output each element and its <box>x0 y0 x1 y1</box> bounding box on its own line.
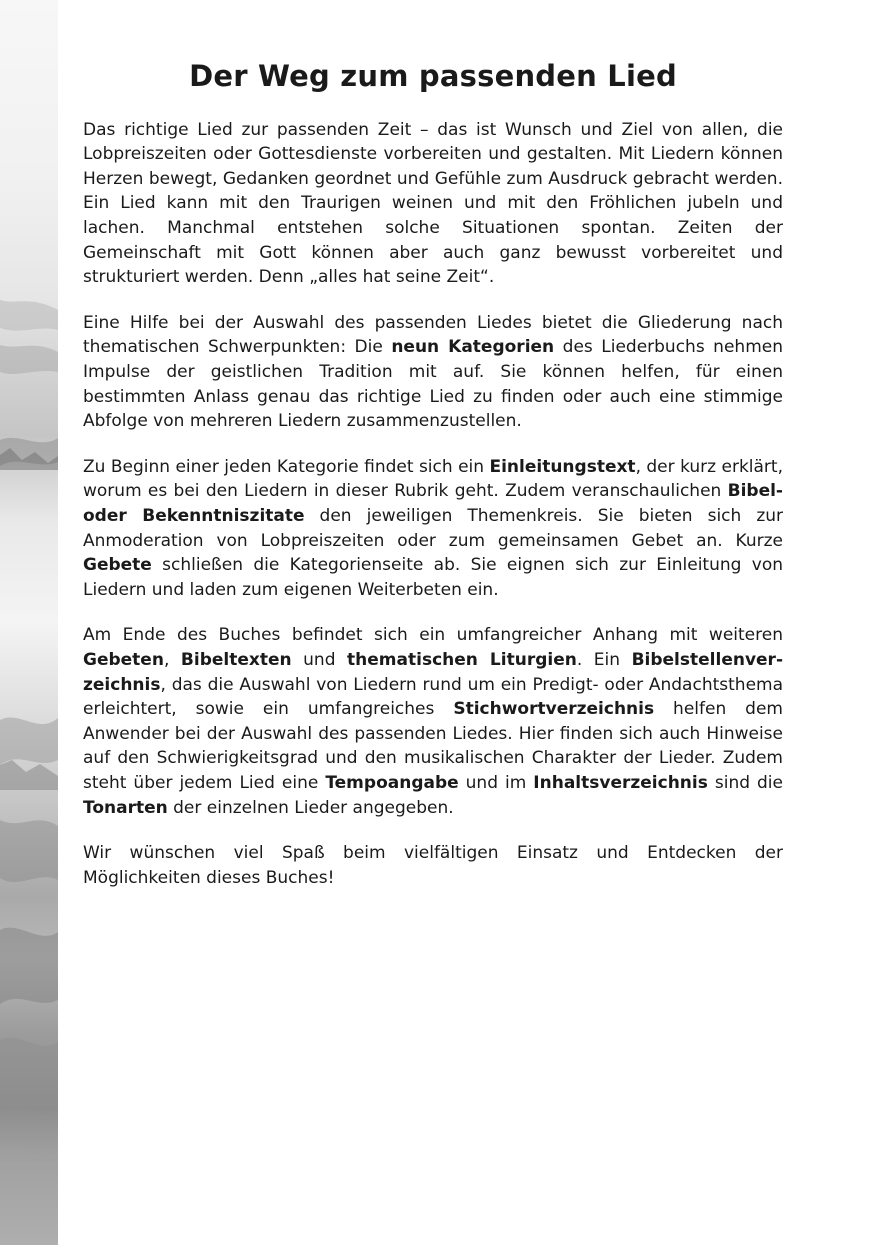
bold-term: thematischen Liturgien <box>347 649 577 670</box>
text-segment: des Liederbuchs nehmen Impulse der geistlichen Tradition mit auf. Sie können helfen, für einen bestimmten Anlass genau das richtige Lied zu finden oder auch eine stimmige Abfolge von mehreren Liedern zusammenzustellen. <box>83 337 783 432</box>
bold-term: Bibeltexten <box>180 649 292 670</box>
text-segment: , <box>163 649 181 670</box>
text-segment: schließen die Kategorienseite ab. Sie eignen sich zur Einleitung von Liedern und laden zum eigenen Weiterbeten ein. <box>83 555 783 600</box>
text-segment: , das die Auswahl von Liedern rund um ein Predigt- oder Andachtsthema erleichtert, sowie ein umfangreiches <box>83 674 783 720</box>
text-segment: , der kurz erklärt, worum es bei den Liedern in dieser Rubrik geht. Zudem veranschaulichen <box>83 456 783 502</box>
paragraph-appendix <box>83 623 783 820</box>
text-segment: den jeweiligen Themenkreis. Sie bieten sich zur Anmoderation von Lobpreiszeiten oder zum gemeinsamen Gebet an. Kurze <box>83 506 784 551</box>
text-segment: Eine Hilfe bei der Auswahl des passenden Liedes bietet die Gliederung nach thematischen Schwerpunkten: Die <box>83 312 783 358</box>
text-segment: der einzelnen Lieder angegeben. <box>167 797 454 818</box>
bold-term: Stichwortverzeichnis <box>453 699 655 720</box>
article <box>83 58 783 911</box>
paragraph-categories <box>83 311 783 434</box>
text-segment: sind die <box>707 772 783 793</box>
text-segment: Das richtige Lied zur passenden Zeit – das ist Wunsch und Ziel von allen, die Lobpreiszeiten oder Gottesdienste vorbereiten und gestalten. Mit Liedern können Herzen bewegt, Gedanken geordnet und Gefühle zum Ausdruck gebracht werden. Ein Lied kann mit den Traurigen weinen und mit den Fröhlichen jubeln und lachen. Manchmal entstehen solche Situationen spontan. Zeiten der Gemeinschaft mit Gott können aber auch ganz bewusst vorbereitet und strukturiert werden. Denn „alles hat seine Zeit“. <box>83 119 783 288</box>
mountain-photo-texture <box>0 0 58 1245</box>
text-segment: Am Ende des Buches befindet sich ein umfangreicher Anhang mit weiteren <box>83 625 783 646</box>
bold-term: Tonarten <box>83 797 168 818</box>
paragraph-category-structure <box>83 455 783 603</box>
bold-term: Gebete <box>83 555 152 576</box>
text-segment: . Ein <box>576 649 632 670</box>
bold-term: Tempoangabe <box>325 772 459 793</box>
paragraph-intro <box>83 118 783 290</box>
text-segment: Wir wünschen viel Spaß beim vielfältigen Einsatz und Entdecken der Möglichkeiten dieses Buches! <box>83 843 783 888</box>
decorative-side-image <box>0 0 58 1245</box>
bold-term: neun Kategorien <box>391 337 555 358</box>
bold-term: Gebeten <box>83 649 164 670</box>
bold-term: Bibel- oder Bekenntniszitate <box>83 481 783 526</box>
bold-term: Bibelstellenverzeichnis <box>83 649 784 695</box>
text-segment: Zu Beginn einer jeden Kategorie findet sich ein <box>83 456 490 477</box>
bold-term: Einleitungstext <box>489 456 636 477</box>
text-segment: und <box>291 649 348 670</box>
text-segment: helfen dem Anwender bei der Auswahl des passenden Liedes. Hier finden sich auch Hinweise auf den Schwierigkeitsgrad und den musikalischen Charakter der Lieder. Zudem steht über jedem Lied eine <box>83 699 783 793</box>
page-title: Der Weg zum passenden Lied <box>189 59 677 93</box>
text-segment: und im <box>458 772 534 793</box>
bold-term: Inhaltsverzeichnis <box>533 772 708 793</box>
paragraph-closing <box>83 841 783 890</box>
